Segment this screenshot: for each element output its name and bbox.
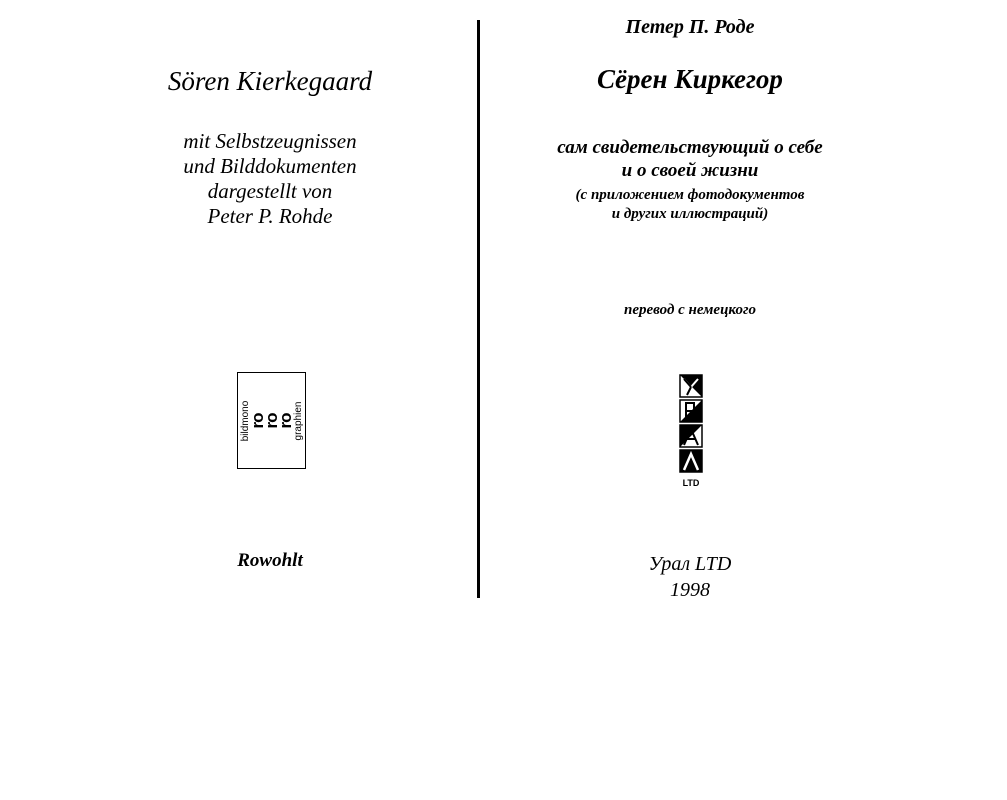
translation-note: перевод с немецкого: [623, 302, 757, 318]
right-imprint: [560, 551, 820, 603]
logo-mark: ro: [275, 413, 295, 428]
left-book-title: Sören Kierkegaard: [167, 66, 373, 96]
logo-text-bottom: graphien: [292, 401, 304, 440]
ural-logo-ltd: LTD: [682, 478, 700, 488]
left-subtitle-line: mit Selbstzeugnissen: [183, 129, 357, 153]
left-subtitle: [120, 129, 420, 229]
logo-mark: ro: [247, 413, 267, 428]
right-subtitle-line: сам свидетельствующий о себе: [557, 137, 823, 158]
ural-publisher-logo: [679, 374, 703, 488]
ural-logo-mark: [679, 374, 703, 474]
right-author: Петер П. Роде: [625, 16, 755, 38]
left-subtitle-line: dargestellt von: [207, 179, 333, 203]
right-note-line: (с приложением фотодокументов: [575, 187, 805, 203]
left-subtitle-line: und Bilddokumenten: [183, 154, 357, 178]
right-note-line: и других иллюстраций): [611, 206, 769, 222]
left-publisher: Rowohlt: [237, 550, 303, 571]
rororo-series-logo: [237, 372, 306, 469]
right-subtitle: [490, 136, 890, 182]
right-note: [490, 186, 890, 224]
logo-mark: ro: [261, 413, 281, 428]
right-year: 1998: [670, 579, 710, 601]
right-book-title: Сёрен Киркегор: [597, 64, 783, 94]
left-subtitle-line: Peter P. Rohde: [207, 204, 333, 228]
page-divider: [477, 20, 480, 598]
right-publisher: Урал LTD: [648, 553, 732, 575]
right-subtitle-line: и о своей жизни: [621, 160, 759, 181]
logo-text-top: bildmono: [239, 400, 251, 441]
